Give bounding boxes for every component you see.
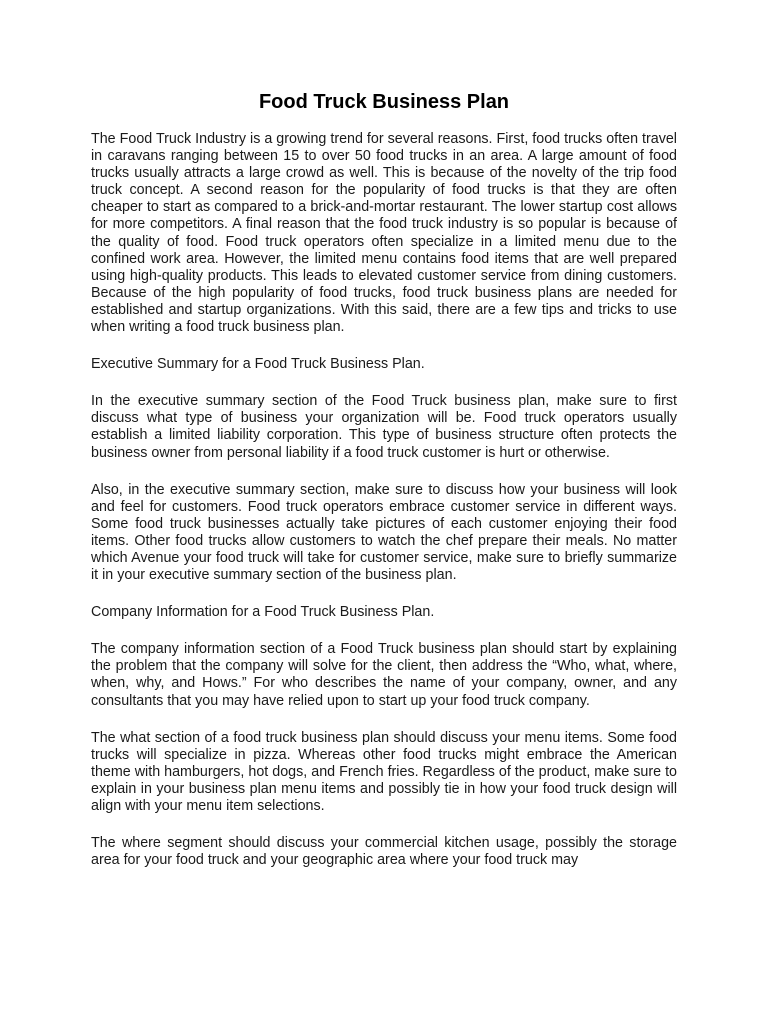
- intro-paragraph: The Food Truck Industry is a growing trend for several reasons. First, food trucks often travel in caravans ranging between 15 to over 50 food trucks in an area. A large amount of food trucks usually attracts a large crowd as well. This is because of the novelty of the trip food truck concept. A second reason for the popularity of food trucks is that they are often cheaper to start as compared to a brick-and-mortar restaurant. The lower startup cost allows for more competitors. A final reason that the food truck industry is so popular is because of the quality of food. Food truck operators often specialize in a limited menu due to the confined work area. However, the limited menu contains food items that are well prepared using high-quality products. This leads to elevated customer service from dining customers. Because of the high popularity of food trucks, food truck business plans are needed for established and startup organizations. With this said, there are a few tips and tricks to use when writing a food truck business plan.: [91, 131, 677, 336]
- executive-summary-paragraph-2: Also, in the executive summary section, make sure to discuss how your business will look and feel for customers. Food truck operators embrace customer service in different ways. Some food truck businesses actually take pictures of each customer enjoying their food items. Other food trucks allow customers to watch the chef prepare their meals. No matter which Avenue your food truck will take for customer service, make sure to briefly summarize it in your executive summary section of the business plan.: [91, 481, 677, 584]
- company-information-paragraph-1: The company information section of a Food Truck business plan should start by explaining the problem that the company will solve for the client, then address the “Who, what, where, when, why, and Hows.” For who describes the name of your company, owner, and any consultants that you may have relied upon to start up your food truck company.: [91, 641, 677, 709]
- company-information-heading: Company Information for a Food Truck Business Plan.: [91, 604, 435, 621]
- company-information-paragraph-2: The what section of a food truck business plan should discuss your menu items. Some food trucks will specialize in pizza. Whereas other food trucks might embrace the American theme with hamburgers, hot dogs, and French fries. Regardless of the product, make sure to explain in your business plan menu items and possibly tie in how your food truck design will align with your menu item selections.: [91, 729, 677, 814]
- executive-summary-paragraph-1: In the executive summary section of the Food Truck business plan, make sure to first discuss what type of business your organization will be. Food truck operators usually establish a limited liability corporation. This type of business structure often protects the business owner from personal liability if a food truck customer is hurt or otherwise.: [91, 393, 677, 461]
- executive-summary-heading: Executive Summary for a Food Truck Business Plan.: [91, 356, 425, 373]
- document-title: Food Truck Business Plan: [258, 91, 510, 113]
- company-information-paragraph-3: The where segment should discuss your commercial kitchen usage, possibly the storage area for your food truck and your geographic area where your food truck may: [91, 835, 677, 869]
